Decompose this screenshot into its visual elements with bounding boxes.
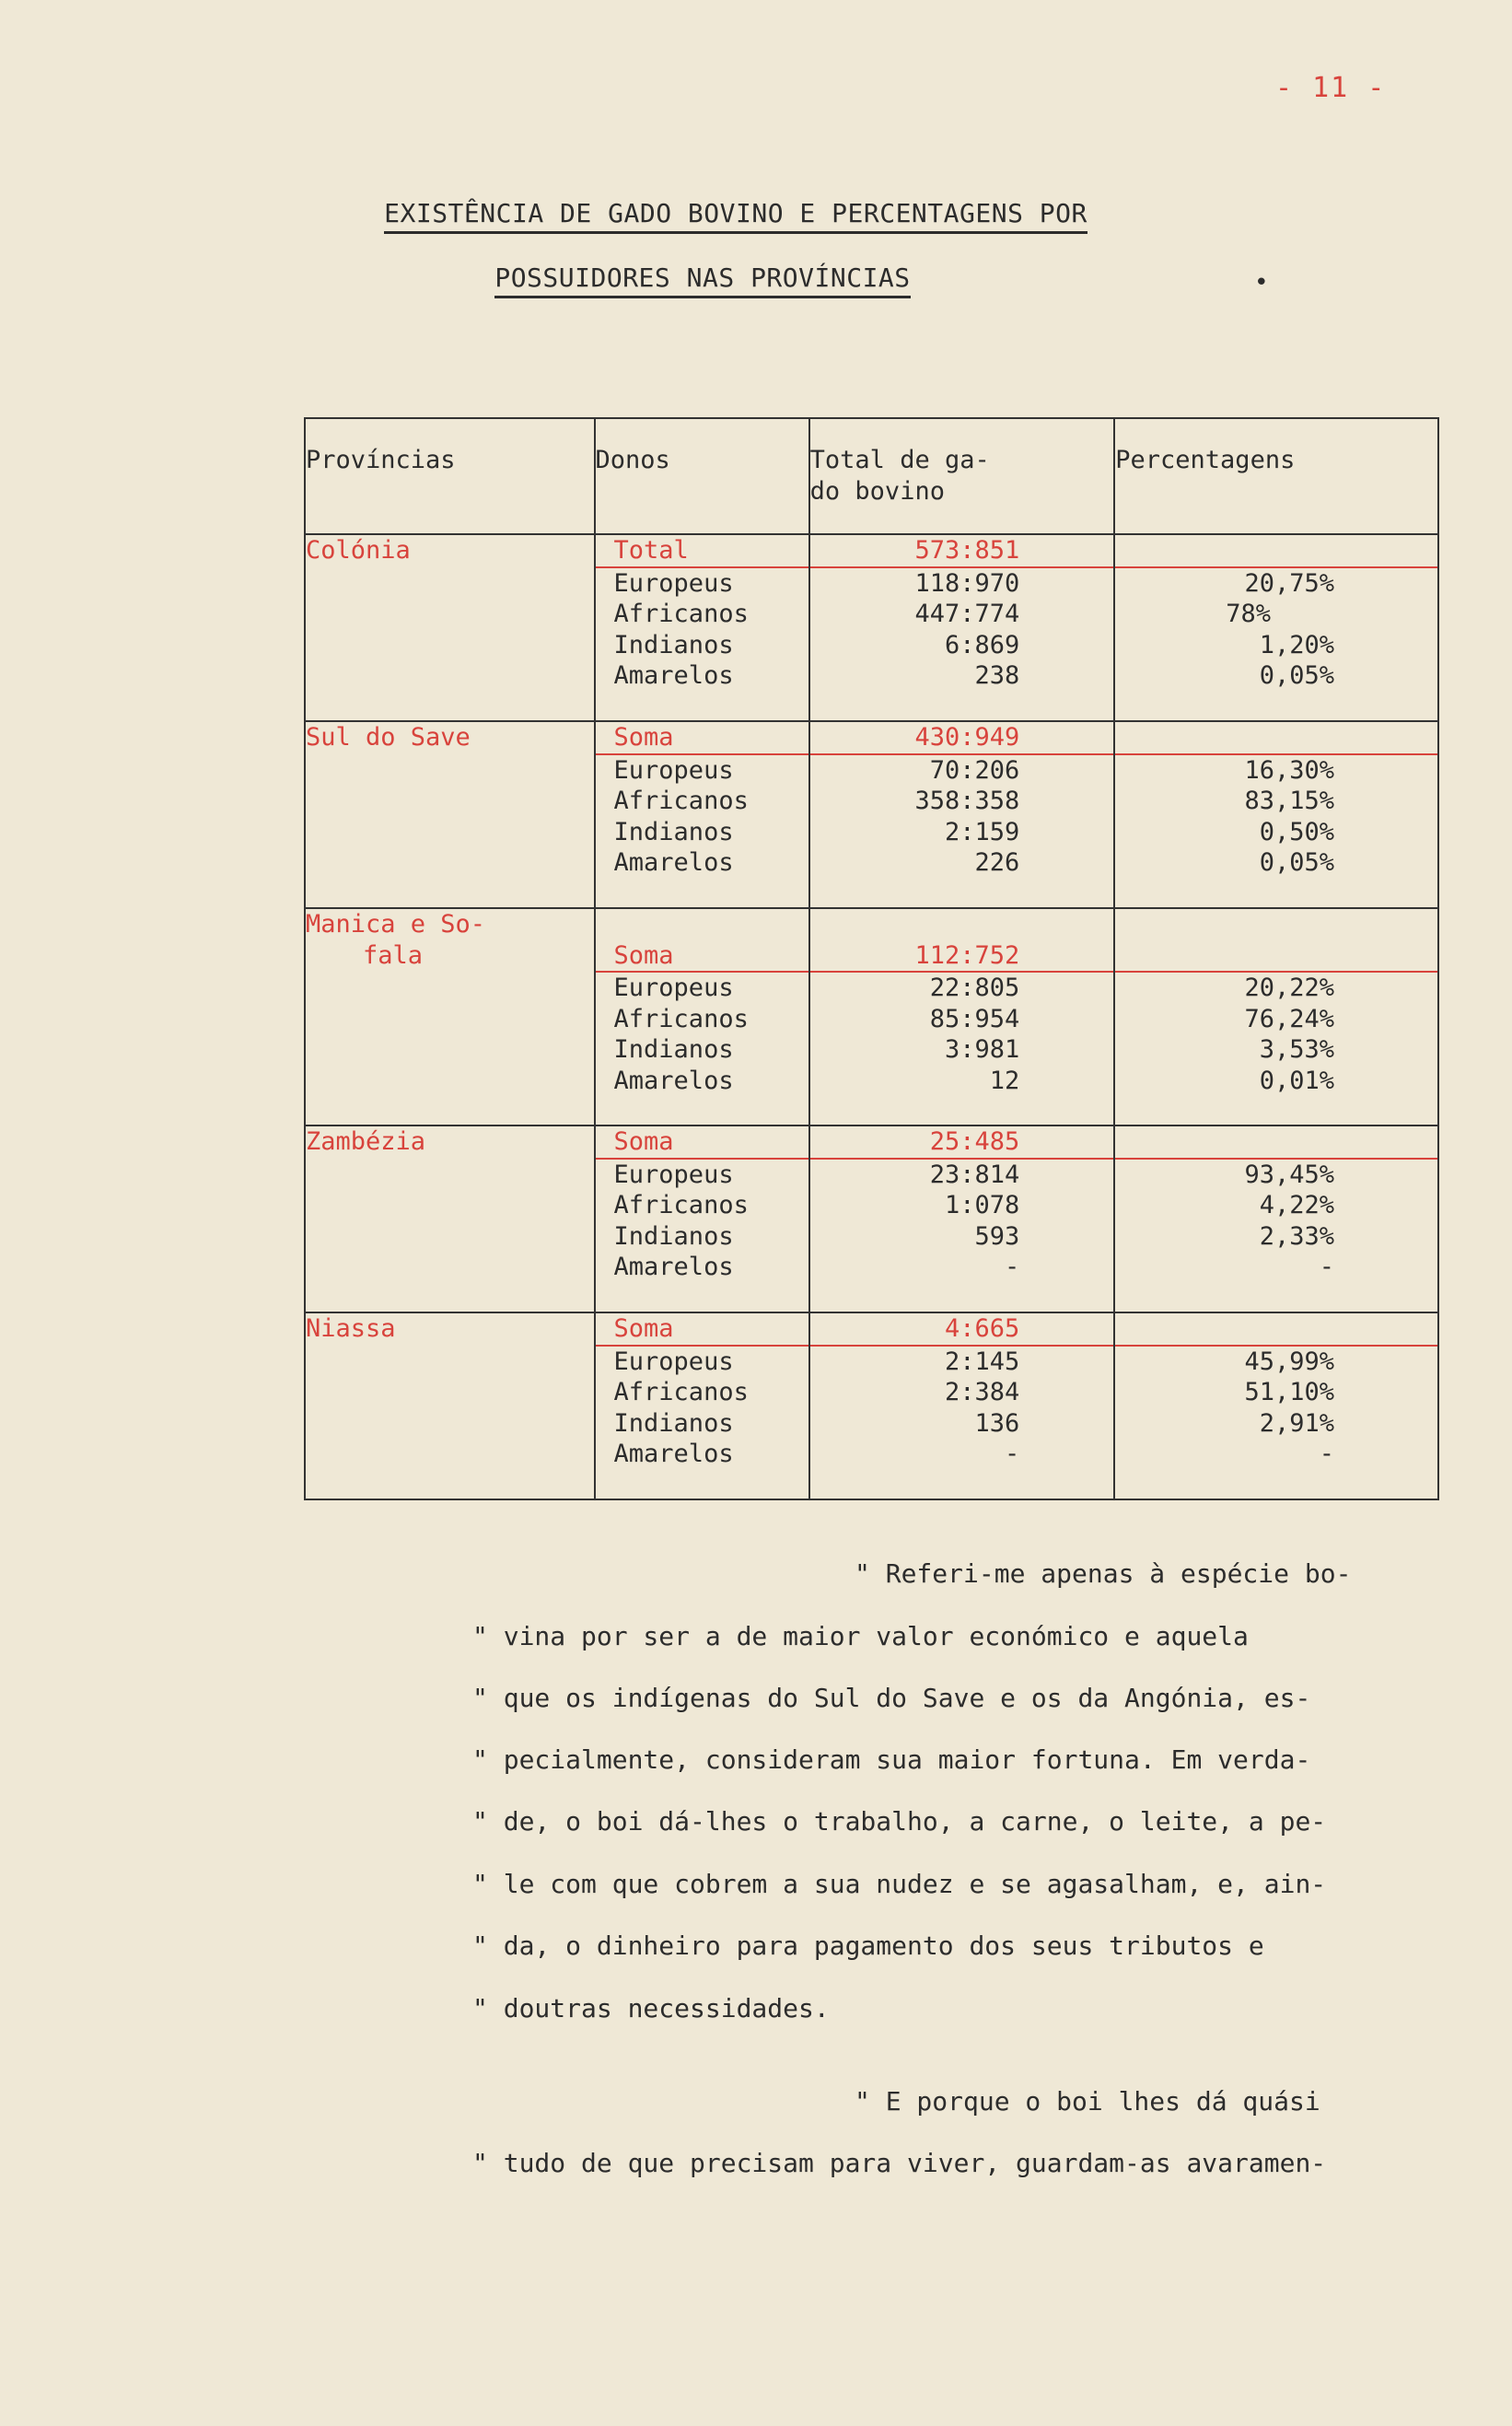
table-group-manica-e-sofala (305, 908, 1438, 1126)
paragraph-line: " vina por ser a de maior valor económico e aquela (472, 1621, 1249, 1651)
table-group-colonia (305, 534, 1438, 721)
header-total: Total de ga- do bovino (809, 418, 1115, 534)
donos-cell: Soma Europeus Africanos Indianos Amarelos (595, 1312, 809, 1499)
donos-cell: Soma Europeus Africanos Indianos Amarelos (595, 1126, 809, 1312)
total-cell: 25:485 23:814 1:078 593 - (809, 1126, 1115, 1312)
paragraph-line: " pecialmente, consideram sua maior fortuna. Em verda- (472, 1744, 1311, 1775)
table-group-sul-do-save (305, 721, 1438, 908)
stray-mark: • (1254, 269, 1269, 297)
percent-cell: 93,45% 4,22% 2,33% - (1114, 1126, 1438, 1312)
percent-cell: 16,30% 83,15% 0,50% 0,05% (1114, 721, 1438, 908)
donos-cell: Total Europeus Africanos Indianos Amarelos (595, 534, 809, 721)
paragraph-line: " que os indígenas do Sul do Save e os da Angónia, es- (472, 1683, 1311, 1713)
table-group-zambezia (305, 1126, 1438, 1312)
paragraph-line: " Referi-me apenas à espécie bo- (855, 1558, 1352, 1589)
cattle-table (304, 417, 1439, 1500)
donos-cell: Soma Europeus Africanos Indianos Amarelos (595, 721, 809, 908)
percent-cell: 20,75% 78% 1,20% 0,05% (1114, 534, 1438, 721)
table-header-row (305, 418, 1438, 534)
total-cell: 4:665 2:145 2:384 136 - (809, 1312, 1115, 1499)
total-cell: 112:752 22:805 85:954 3:981 12 (809, 908, 1115, 1126)
paragraph-line: " da, o dinheiro para pagamento dos seus tributos e (472, 1930, 1264, 1961)
donos-cell: Soma Europeus Africanos Indianos Amarelos (595, 908, 809, 1126)
document-title-line-2: POSSUIDORES NAS PROVÍNCIAS (0, 262, 1459, 293)
percent-cell: 20,22% 76,24% 3,53% 0,01% (1114, 908, 1438, 1126)
paragraph-line: " tudo de que precisam para viver, guardam-as avaramen- (472, 2148, 1327, 2178)
paragraph-line: " E porque o boi lhes dá quási (855, 2086, 1320, 2117)
percent-cell: 45,99% 51,10% 2,91% - (1114, 1312, 1438, 1499)
total-cell: 430:949 70:206 358:358 2:159 226 (809, 721, 1115, 908)
total-cell: 573:851 118:970 447:774 6:869 238 (809, 534, 1115, 721)
header-provincias: Províncias (305, 418, 595, 534)
province-cell: Zambézia (305, 1126, 595, 1312)
table-group-niassa (305, 1312, 1438, 1499)
paragraph-line: " de, o boi dá-lhes o trabalho, a carne, o leite, a pe- (472, 1806, 1327, 1837)
header-percentagens: Percentagens (1114, 418, 1438, 534)
paragraph-line: " le com que cobrem a sua nudez e se agasalham, e, ain- (472, 1869, 1327, 1899)
province-cell: Niassa (305, 1312, 595, 1499)
province-cell: Colónia (305, 534, 595, 721)
province-cell: Manica e So- fala (305, 908, 595, 1126)
page-number: - 11 - (1275, 72, 1387, 104)
document-title-line-1: EXISTÊNCIA DE GADO BOVINO E PERCENTAGENS POR (0, 198, 1492, 228)
header-donos: Donos (595, 418, 809, 534)
paragraph-line: " doutras necessidades. (472, 1993, 830, 2024)
province-cell: Sul do Save (305, 721, 595, 908)
